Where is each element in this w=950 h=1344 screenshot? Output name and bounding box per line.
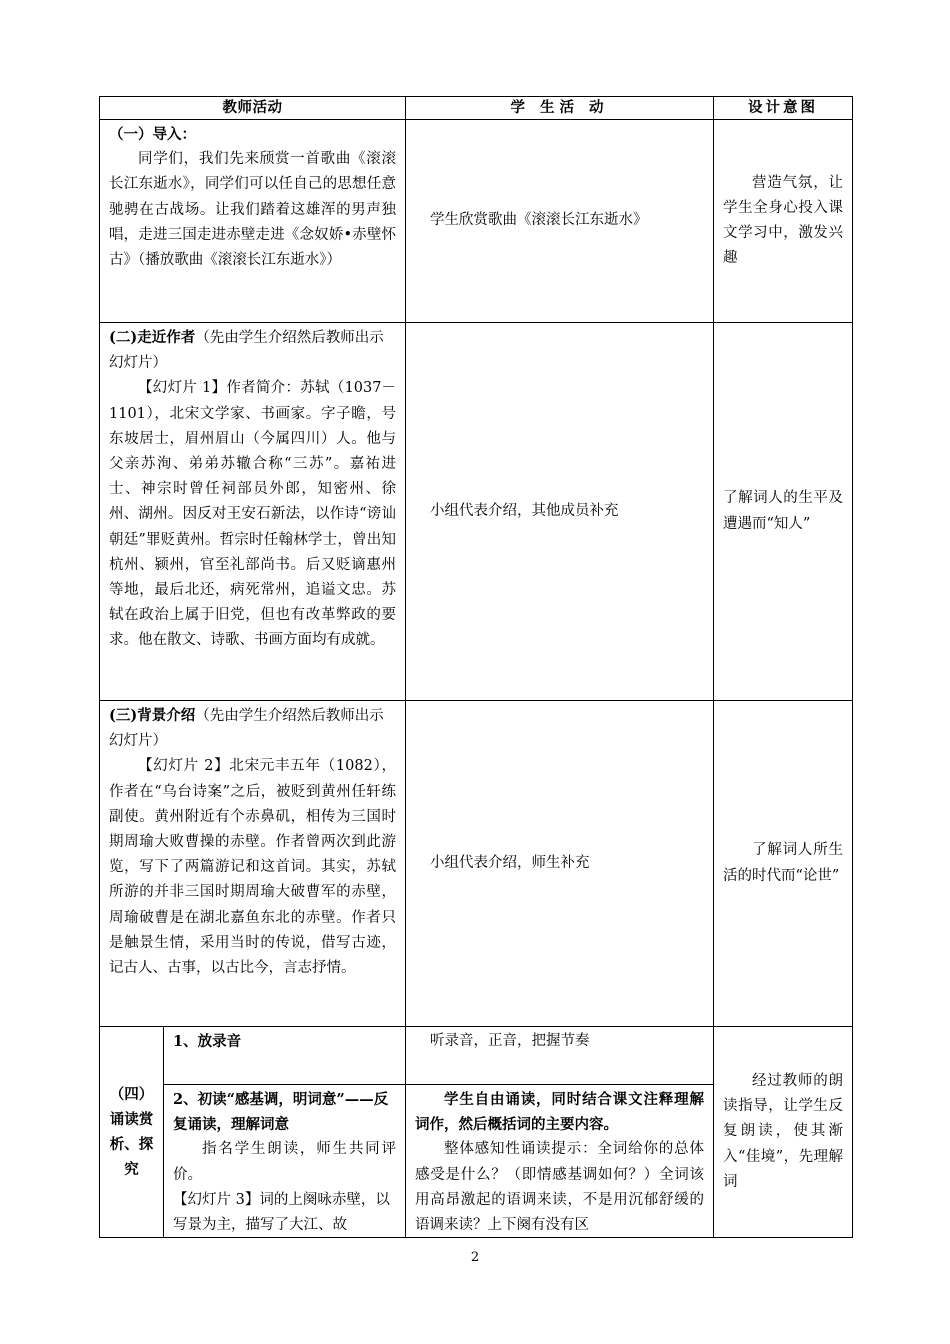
section4-step2-student-bold: 学生自由诵读，同时结合课文注释理解词作，然后概括词的主要内容。 [415, 1091, 704, 1134]
section3-student-text: 小组代表介绍，师生补充 [430, 854, 590, 871]
section1-row [100, 120, 853, 323]
header-student-activity: 学 生活 动 [406, 97, 714, 120]
section3-title-note: （先由学生介绍然后教师出示幻灯片） [109, 708, 384, 750]
section4-step1-row [100, 1027, 853, 1085]
section1-student-cell [406, 120, 714, 323]
section3-teacher-cell [100, 701, 406, 1027]
section4-design-text: 经过教师的朗读指导，让学生反复朗读，使其渐入“佳境”，先理解词 [723, 1072, 843, 1190]
section4-step2-teacher-cell [164, 1085, 406, 1238]
section2-text: 【幻灯片 1】作者简介：苏轼（1037－1101），北宋文学家、书画家。字子瞻，号东坡居士，眉州眉山（今属四川）人。他与父亲苏洵、弟弟苏辙合称“三苏”。嘉祐进士、神宗时曾任祠部员外郎，知密州、徐州、湖州。因反对王安石新法，以作诗“谤讪朝廷”罪贬黄州。哲宗时任翰林学士，曾出知杭州、颍州，官至礼部尚书。后又贬谪惠州等地，最后北还，病死常州，追谥文忠。苏轼在政治上属于旧党，但也有改革弊政的要求。他在散文、诗歌、书画方面均有成就。 [109, 380, 396, 649]
section4-step1-teacher: 1、放录音 [164, 1027, 406, 1085]
section2-teacher-cell [100, 323, 406, 701]
section3-student-cell [406, 701, 714, 1027]
section2-design-text: 了解词人的生平及遭遇而“知人” [723, 490, 843, 532]
section4-step2-title: 2、初读“感基调，明词意”——反复诵读，理解词意 [173, 1091, 389, 1134]
section1-text: 同学们，我们先来颀赏一首歌曲《滚滚长江东逝水》，同学们可以任自己的思想任意驰骋在古战场。让我们踏着这雄浑的男声独唱，走进三国走进赤壁走进《念奴娇•赤壁怀古》（播放歌曲《滚滚长江东逝水》） [109, 151, 396, 269]
section3-row [100, 701, 853, 1027]
section2-design-cell [714, 323, 853, 701]
header-row [100, 97, 853, 120]
section1-student-text: 学生欣赏歌曲《滚滚长江东逝水》 [430, 212, 648, 229]
section2-title: (二)走近作者 [109, 329, 196, 346]
section1-design-text: 营造气氛，让学生全身心投入课文学习中，激发兴趣 [723, 174, 843, 267]
section4-step2-text1: 指名学生朗读，师生共同评价。 [173, 1141, 396, 1183]
lesson-plan-table [99, 96, 853, 1238]
section2-row [100, 323, 853, 701]
header-teacher-activity: 教师活动 [100, 97, 406, 120]
page-number: 2 [470, 1250, 480, 1265]
section3-title: (三)背景介绍 [109, 707, 196, 724]
section1-design-cell [714, 120, 853, 323]
section3-text: 【幻灯片 2】北宋元丰五年（1082），作者在“乌台诗案”之后，被贬到黄州任轩练副使。黄州附近有个赤鼻矶，相传为三国时期周瑜大败曹操的赤壁。作者曾两次到此游览，写下了两篇游记和这首词。其实，苏轼所游的并非三国时期周瑜大破曹军的赤壁，周瑜破曹是在湖北嘉鱼东北的赤壁。作者只是触景生情，采用当时的传说，借写古迹，记古人、古事，以古比今，言志抒情。 [109, 758, 396, 977]
section4-step1-student: 听录音，正音，把握节奏 [406, 1027, 714, 1085]
header-design-intent: 设计意图 [714, 97, 853, 120]
section2-title-note: （先由学生介绍然后教师出示幻灯片） [109, 330, 384, 372]
section4-step2-student-cell [406, 1085, 714, 1238]
section1-teacher-cell [100, 120, 406, 323]
section2-student-text: 小组代表介绍，其他成员补充 [430, 502, 619, 519]
section3-design-cell [714, 701, 853, 1027]
section4-label: （四）诵读赏析、探究 [100, 1027, 164, 1238]
section4-design-cell [714, 1027, 853, 1238]
section4-step2-text2: 【幻灯片 3】词的上阕咏赤壁，以写景为主，描写了大江、故 [173, 1191, 390, 1234]
section3-design-text: 了解词人所生活的时代而“论世” [723, 842, 843, 884]
section1-title: （一）导入： [109, 126, 196, 143]
section2-student-cell [406, 323, 714, 701]
section4-step2-student-text: 整体感知性诵读提示：全词给你的总体感受是什么？（即情感基调如何？）全词该用高昂激起的语调来读，不是用沉郁舒缓的语调来读？上下阕有没有区 [415, 1141, 704, 1234]
